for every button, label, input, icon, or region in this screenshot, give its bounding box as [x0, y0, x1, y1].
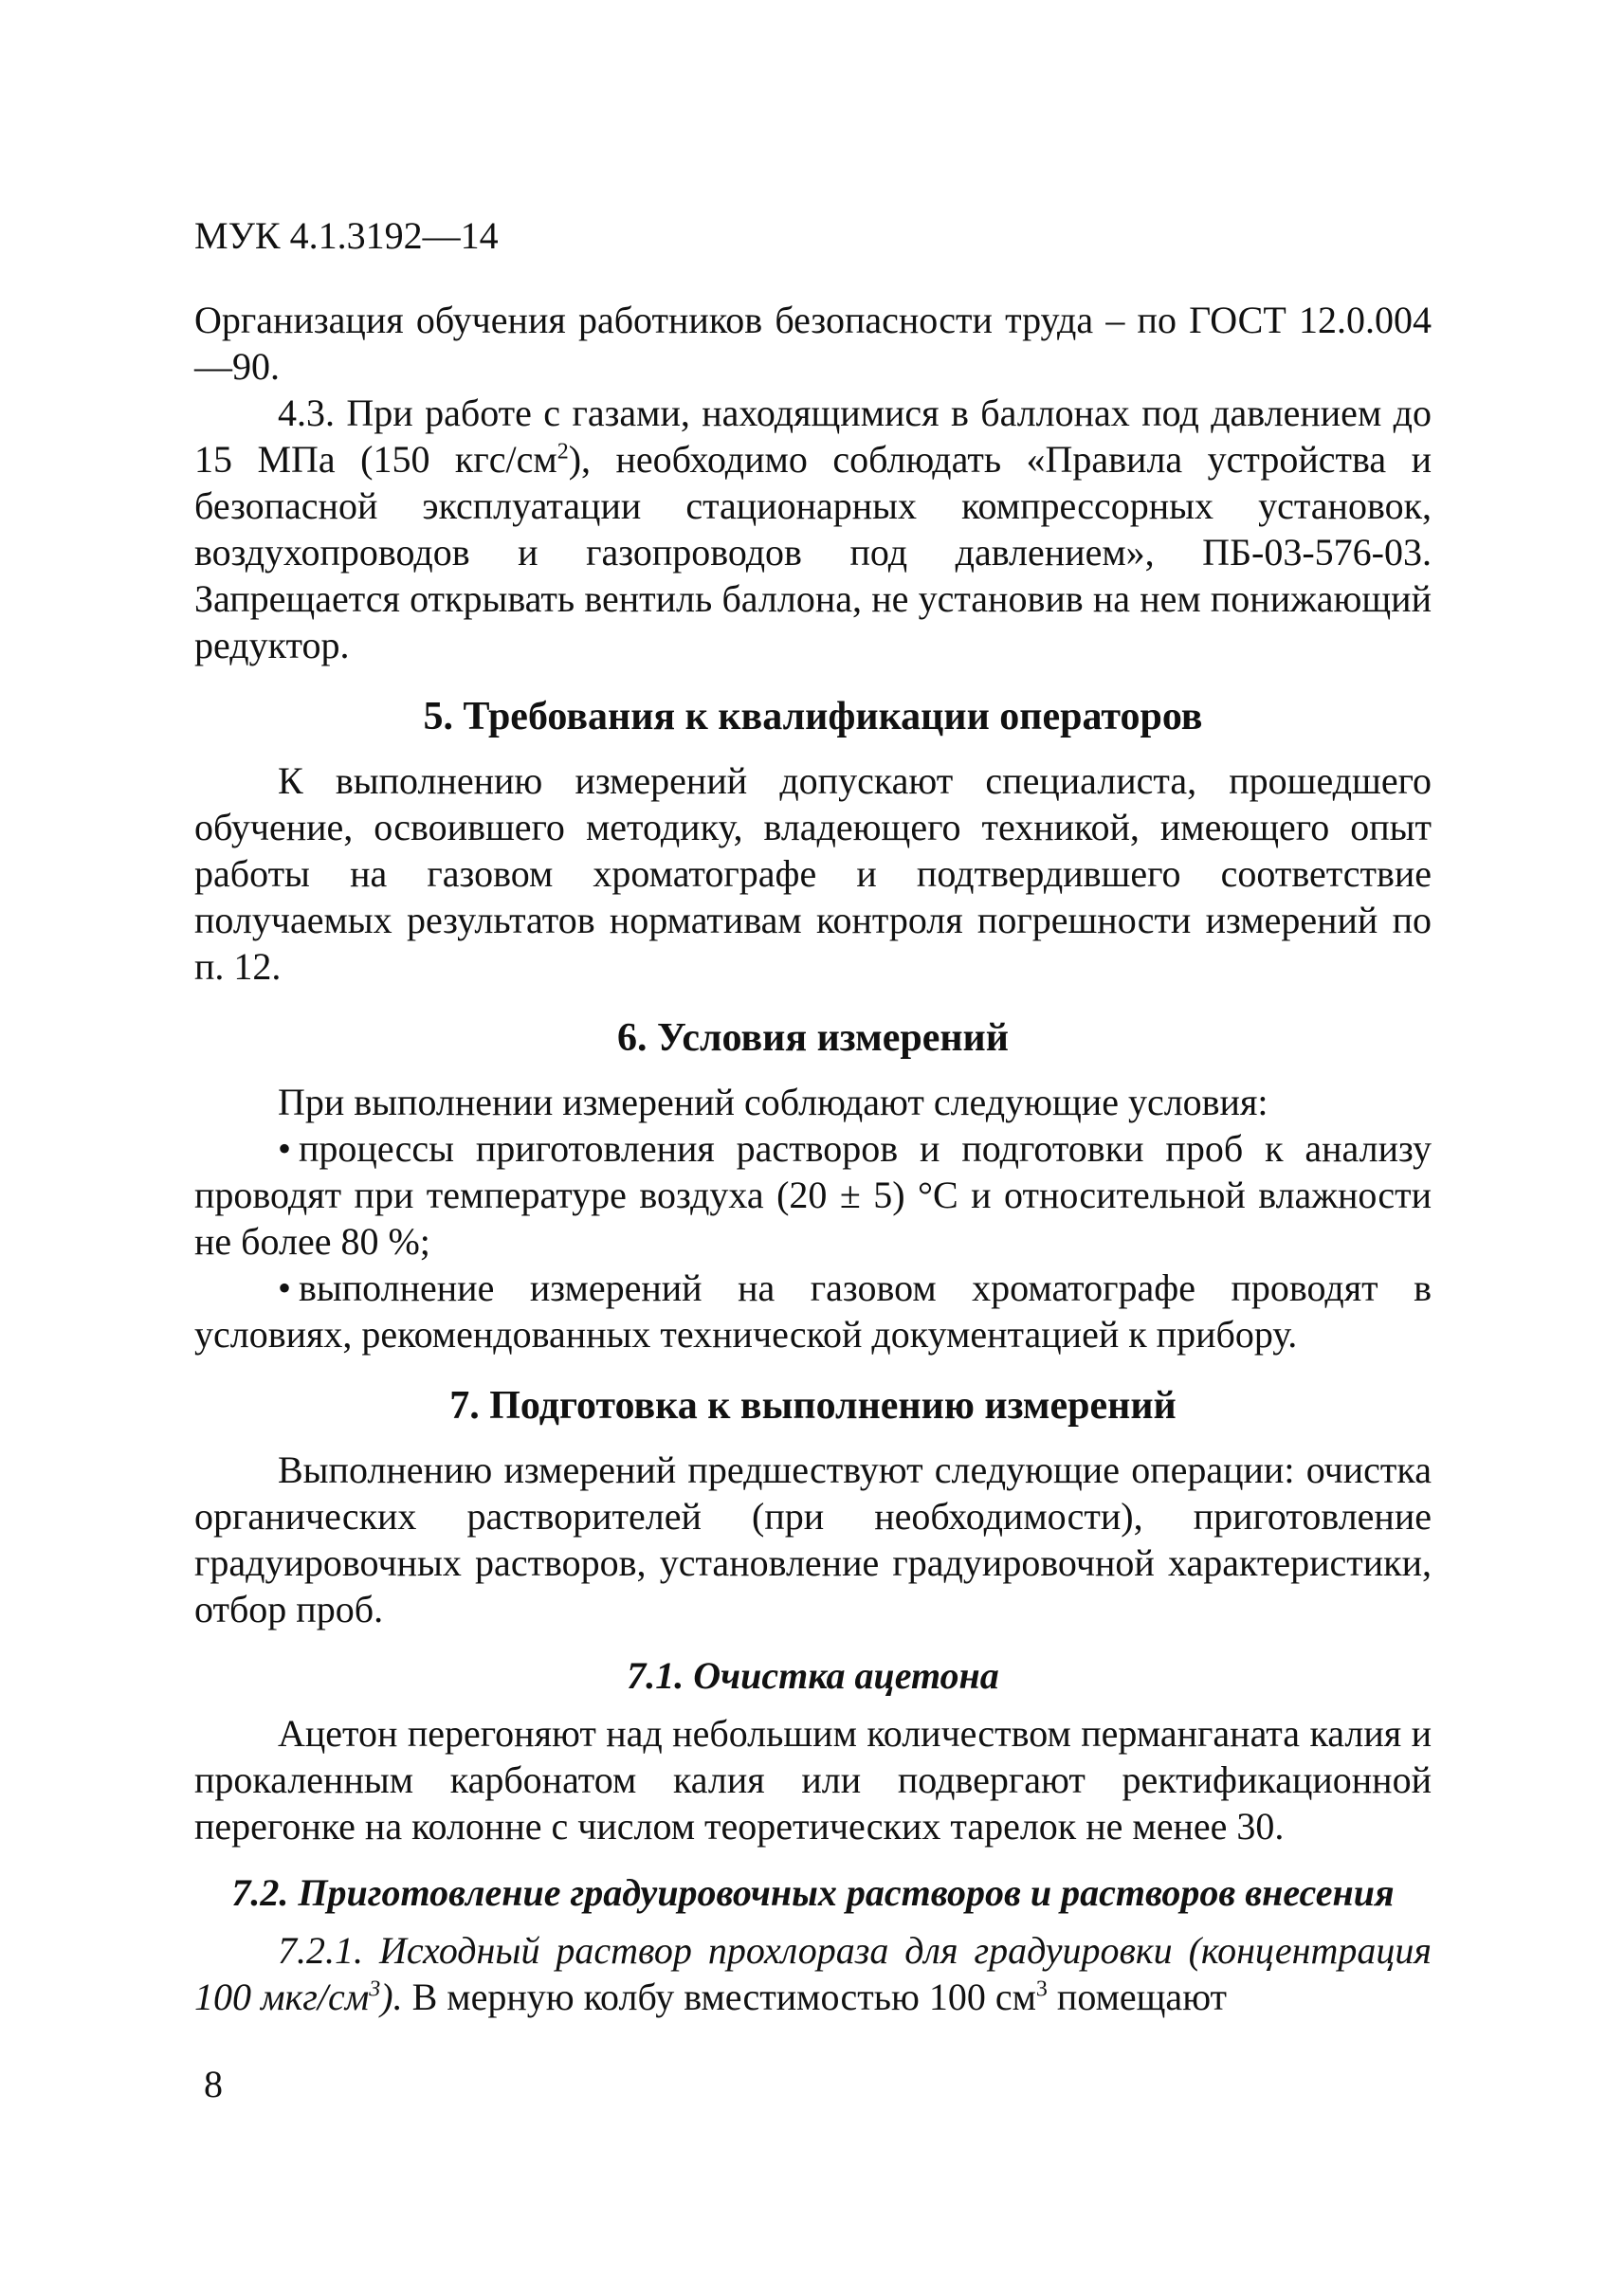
section-6-title: 6. Условия измерений: [617, 1016, 1009, 1060]
paragraph-7-2-1-heading: 7.2.1. Исходный раствор прохлораза для градуировки (концентрация 100 мкг/см: [194, 1929, 1432, 2018]
bullet-text: процессы приготовления растворов и подготовки проб к анализу проводят при температуре воздуха (20 ± 5) °С и относительной влажности не более 80 %;: [194, 1127, 1432, 1263]
bullet-icon: •: [278, 1127, 292, 1170]
section-7-1-title: 7.1. Очистка ацетона: [627, 1654, 999, 1697]
paragraph-4-3: [194, 390, 1432, 668]
paragraph-4-3-superscript: 2: [557, 439, 569, 464]
section-5-text: К выполнению измерений допускают специалиста, прошедшего обучение, освоившего методику, владеющего техникой, имеющего опыт работы на газовом хроматографе и подтвердившего соответствие получаемых результатов нормативам контроля погрешности измерений по п. 12.: [194, 759, 1432, 988]
bullet-text: выполнение измерений на газовом хроматографе проводят в условиях, рекомендованных технической документацией к прибору.: [194, 1266, 1432, 1356]
paragraph-4-3-text-2: ), необходимо соблюдать «Правила устройства и безопасной эксплуатации стационарных компрессорных установок, воздухопроводов и газопроводов под давлением», ПБ-03-576-03. Запрещается открывать вентиль баллона, не установив на нем понижающий редуктор.: [194, 438, 1432, 666]
paragraph-7-2-1-superscript-2: 3: [1035, 1976, 1048, 2002]
document-code-header: МУК 4.1.3192—14: [194, 214, 499, 257]
bullet-icon: •: [278, 1266, 292, 1309]
section-7-2-title: 7.2. Приготовление градуировочных растворов и растворов внесения: [231, 1871, 1395, 1914]
paragraph-7-2-1: [194, 1927, 1432, 2020]
paragraph-7-2-1-end: помещают: [1047, 1976, 1228, 2018]
paragraph-7-2-1-superscript-1: 3: [369, 1976, 381, 2002]
section-6-bullet-2: [194, 1265, 1432, 1357]
intro-paragraph: Организация обучения работников безопасности труда – по ГОСТ 12.0.004—90.: [194, 299, 1432, 388]
paragraph-7-2-1-heading-close: ).: [380, 1976, 403, 2018]
section-6-intro: При выполнении измерений соблюдают следующие условия:: [278, 1081, 1268, 1123]
section-7-title: 7. Подготовка к выполнению измерений: [449, 1384, 1177, 1428]
paragraph-7-2-1-text: В мерную колбу вместимостью 100 см: [402, 1976, 1036, 2018]
section-5-title: 5. Требования к квалификации операторов: [423, 695, 1203, 738]
paragraph-4-3-text-1: 4.3. При работе с газами, находящимися в баллонах под давлением до 15 МПа (150 кгс/см: [194, 392, 1432, 481]
section-7-1-text: Ацетон перегоняют над небольшим количеством перманганата калия и прокаленным карбонатом калия или подвергают ректификационной перегонке на колонне с числом теоретических тарелок не менее 30.: [194, 1712, 1432, 1848]
document-page: [194, 213, 1432, 2020]
section-7-text: Выполнению измерений предшествуют следующие операции: очистка органических растворителей (при необходимости), приготовление градуировочных растворов, установление градуировочной характеристики, отбор проб.: [194, 1448, 1432, 1630]
section-6-bullet-1: [194, 1125, 1432, 1265]
page-number: 8: [204, 2063, 223, 2105]
